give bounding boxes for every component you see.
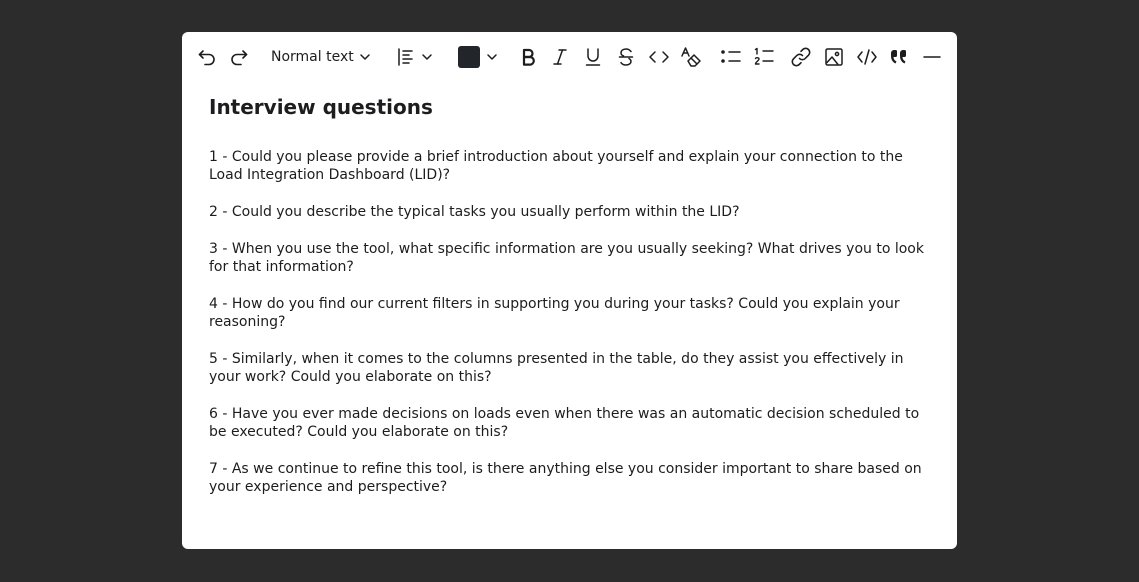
text-color-swatch <box>458 46 480 68</box>
text-color-dropdown[interactable] <box>458 45 500 69</box>
clear-format-icon <box>680 46 702 68</box>
italic-button[interactable] <box>550 45 570 69</box>
quote-button[interactable] <box>888 45 910 69</box>
chevron-down-icon <box>486 51 498 63</box>
chevron-down-icon <box>421 51 433 63</box>
align-left-icon <box>397 47 415 67</box>
editor-toolbar <box>182 32 957 82</box>
link-icon <box>790 46 812 68</box>
bold-icon <box>520 48 536 66</box>
quote-icon <box>889 48 909 66</box>
question-item: 7 - As we continue to refine this tool, is there anything else you consider important to share based on your experience and perspective? <box>209 461 922 495</box>
rich-text-editor <box>182 32 957 549</box>
underline-icon <box>585 47 601 67</box>
numbered-list-button[interactable] <box>752 45 776 69</box>
question-item: 3 - When you use the tool, what specific information are you usually seeking? What drives you to look for that information? <box>209 241 924 275</box>
text-style-label: Normal text <box>271 49 354 65</box>
question-list <box>209 148 934 496</box>
underline-button[interactable] <box>583 45 603 69</box>
document-title: Interview questions <box>209 95 433 119</box>
horizontal-rule-icon <box>923 55 941 59</box>
redo-icon <box>229 47 249 67</box>
question-item: 4 - How do you find our current filters in supporting you during your tasks? Could you explain your reasoning? <box>209 296 900 330</box>
italic-icon <box>552 48 568 66</box>
question-item: 5 - Similarly, when it comes to the columns presented in the table, do they assist you effectively in your work? Could you elaborate on this? <box>209 351 904 385</box>
strikethrough-icon <box>618 47 634 67</box>
question-item: 1 - Could you please provide a brief introduction about yourself and explain your connection to the Load Integration Dashboard (LID)? <box>209 149 903 183</box>
code-block-button[interactable] <box>855 45 879 69</box>
undo-icon <box>197 47 217 67</box>
bullet-list-icon <box>720 48 742 66</box>
editor-content[interactable] <box>209 92 934 496</box>
bold-button[interactable] <box>518 45 538 69</box>
text-style-dropdown[interactable] <box>271 45 371 69</box>
inline-code-button[interactable] <box>647 45 671 69</box>
alignment-dropdown[interactable] <box>397 45 437 69</box>
image-icon <box>824 47 844 67</box>
strikethrough-button[interactable] <box>616 45 636 69</box>
undo-button[interactable] <box>196 45 218 69</box>
link-button[interactable] <box>789 45 813 69</box>
horizontal-rule-button[interactable] <box>922 45 942 69</box>
bullet-list-button[interactable] <box>719 45 743 69</box>
question-item: 6 - Have you ever made decisions on loads even when there was an automatic decision scheduled to be executed? Could you elaborate on this? <box>209 406 920 440</box>
chevron-down-icon <box>359 51 371 63</box>
redo-button[interactable] <box>228 45 250 69</box>
code-block-icon <box>856 48 878 66</box>
numbered-list-icon <box>753 47 775 67</box>
insert-image-button[interactable] <box>823 45 845 69</box>
inline-code-icon <box>648 50 670 64</box>
question-item: 2 - Could you describe the typical tasks you usually perform within the LID? <box>209 204 740 220</box>
clear-format-button[interactable] <box>679 45 703 69</box>
